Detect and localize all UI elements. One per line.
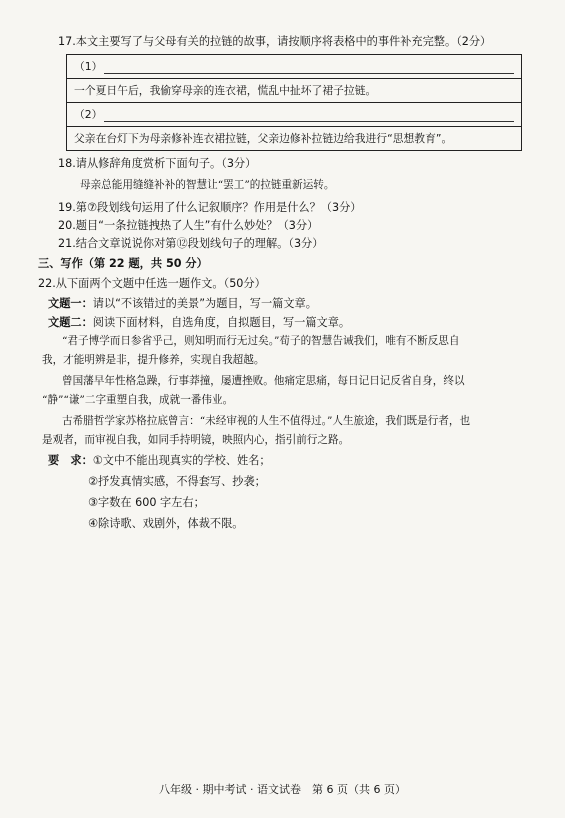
page-footer: 八年级 · 期中考试 · 语文试卷 第 6 页（共 6 页） bbox=[159, 783, 406, 796]
topic-text: 阅读下面材料，自选角度，自拟题目，写一篇文章。 bbox=[92, 316, 351, 329]
table-row bbox=[67, 103, 522, 127]
requirement-item: ②抒发真情实感，不得套写、抄袭； bbox=[88, 475, 266, 488]
material-line: 我，才能明辨是非，提升修养，实现自我超越。 bbox=[42, 354, 265, 366]
table-row bbox=[67, 55, 522, 79]
table-cell: 父亲在台灯下为母亲修补连衣裙拉链，父亲边修补拉链边给我进行“思想教育”。 bbox=[67, 127, 522, 151]
question-19: 19.第⑦段划线句运用了什么记叙顺序？作用是什么？（3分） bbox=[58, 201, 362, 214]
row-label: （2） bbox=[74, 108, 103, 121]
quote-sentence: 母亲总能用缝缝补补的智慧让“罢工”的拉链重新运转。 bbox=[80, 179, 335, 191]
answer-blank[interactable] bbox=[104, 61, 514, 74]
row-label: （1） bbox=[74, 60, 103, 73]
answer-blank[interactable] bbox=[104, 109, 514, 122]
material-line: “君子博学而日参省乎己，则知明而行无过矣。”荀子的智慧告诫我们，唯有不断反思自 bbox=[62, 335, 460, 347]
requirement-item: ①文中不能出现真实的学校、姓名； bbox=[92, 454, 271, 467]
topic-text: 请以“不该错过的美景”为题目，写一篇文章。 bbox=[92, 297, 317, 310]
requirement-item: ④除诗歌、戏剧外，体裁不限。 bbox=[88, 517, 244, 530]
question-17: 17.本文主要写了与父母有关的拉链的故事，请按顺序将表格中的事件补充完整。（2分） bbox=[58, 35, 492, 48]
topic-2 bbox=[48, 315, 350, 330]
question-21: 21.结合文章说说你对第⑫段划线句子的理解。（3分） bbox=[58, 237, 324, 250]
event-table bbox=[66, 54, 522, 151]
requirements bbox=[48, 453, 271, 468]
topic-label: 文题一： bbox=[48, 297, 93, 310]
table-row bbox=[67, 127, 522, 151]
topic-1 bbox=[48, 296, 317, 311]
question-18: 18.请从修辞角度赏析下面句子。（3分） bbox=[58, 157, 257, 170]
material-line: 古希腊哲学家苏格拉底曾言：“未经审视的人生不值得过。”人生旅途，我们既是行者，也 bbox=[62, 415, 471, 427]
material-line: 曾国藩早年性格急躁，行事莽撞，屡遭挫败。他痛定思痛，每日记日记反省自身，终以 bbox=[62, 375, 465, 387]
material-line: 是观者，而审视自我，如同手持明镜，映照内心，指引前行之路。 bbox=[42, 434, 350, 446]
topic-label: 文题二： bbox=[48, 316, 93, 329]
question-22: 22.从下面两个文题中任选一题作文。（50分） bbox=[38, 277, 266, 290]
requirement-item: ③字数在 600 字左右； bbox=[88, 496, 205, 509]
requirements-label: 要 求： bbox=[48, 454, 93, 467]
question-20: 20.题目“一条拉链拽热了人生”有什么妙处？（3分） bbox=[58, 219, 319, 232]
section-heading: 三、写作（第 22 题，共 50 分） bbox=[38, 257, 208, 270]
material-line: “静”“谦”二字重塑自我，成就一番伟业。 bbox=[42, 394, 234, 406]
table-cell: 一个夏日午后，我偷穿母亲的连衣裙，慌乱中扯坏了裙子拉链。 bbox=[67, 79, 522, 103]
table-row bbox=[67, 79, 522, 103]
